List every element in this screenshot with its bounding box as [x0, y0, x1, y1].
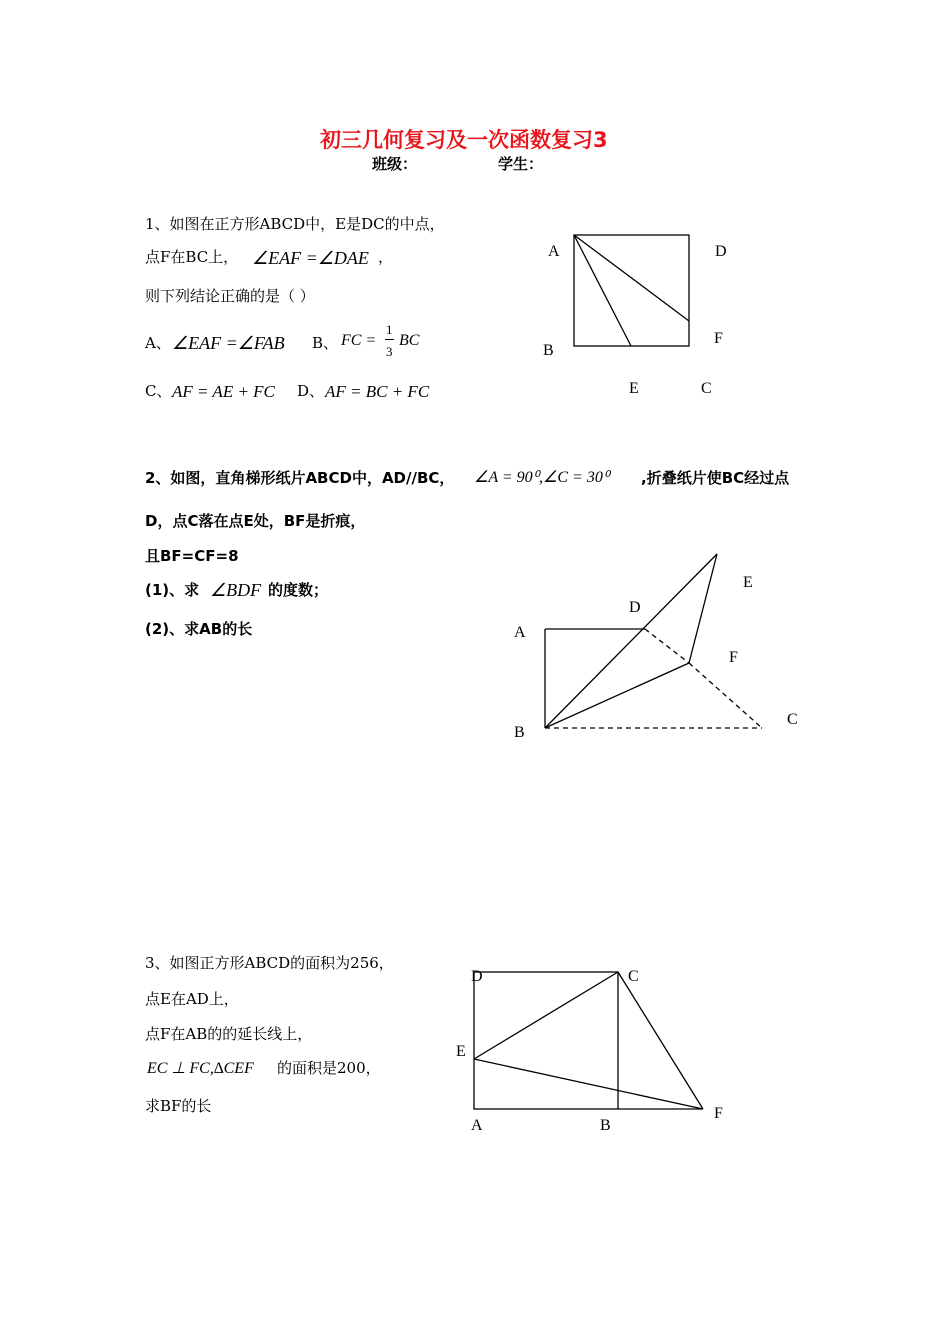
q2-line1-pre: 2、如图，直角梯形纸片ABCD中，AD//BC，: [145, 469, 455, 487]
q3-line5: 求BF的长: [145, 1097, 212, 1115]
q1-optB-den: 3: [386, 344, 393, 359]
q2-segment-bf: [545, 663, 689, 728]
q2-label-e: E: [743, 574, 753, 591]
q1-optC-math: AF = AE + FC: [172, 382, 275, 401]
q3-line4-post: 的面积是200，: [277, 1059, 381, 1077]
q1-line1: 1、如图在正方形ABCD中，E是DC的中点，: [145, 215, 445, 233]
q1-figure: [574, 235, 689, 346]
q1-optD-label: D、: [297, 382, 325, 400]
q2-figure: [545, 554, 762, 728]
q3-segment-ec: [474, 972, 618, 1059]
q3-line4-math: EC ⊥ FC,∆CEF: [147, 1060, 254, 1077]
q2-sub1-pre: (1)、求: [145, 581, 200, 599]
q2-sub1-math: ∠BDF: [210, 580, 262, 600]
q3-label-c: C: [628, 968, 639, 985]
q1-optA-label: A、: [145, 334, 171, 352]
q1-label-c: C: [701, 380, 712, 397]
q3-label-d: D: [471, 968, 483, 985]
q1-line2-post: ，: [378, 248, 394, 266]
q2-line2: D，点C落在点E处，BF是折痕，: [145, 512, 366, 530]
q1-square-abcd: [574, 235, 689, 346]
student-label: 学生：: [498, 155, 544, 173]
q3-figure: [474, 972, 703, 1109]
q1-label-a: A: [548, 243, 560, 260]
q3-line2: 点E在AD上，: [145, 990, 239, 1008]
q1-optB-lhs: FC =: [341, 332, 377, 349]
q3-label-f: F: [714, 1105, 723, 1122]
q1-optA-math: ∠EAF =∠FAB: [172, 333, 285, 353]
q2-line1-post: ,折叠纸片使BC经过点: [641, 469, 790, 487]
q3-label-b: B: [600, 1117, 611, 1134]
q3-segment-ef: [474, 1059, 703, 1109]
q2-sub1-post: 的度数；: [268, 581, 329, 599]
class-label: 班级：: [372, 155, 418, 173]
q1-segment-ae: [574, 235, 631, 346]
page-title: 初三几何复习及一次函数复习3: [320, 128, 608, 152]
q1-segment-af: [574, 235, 689, 321]
q1-line2-math: ∠EAF =∠DAE: [252, 248, 369, 268]
q1-label-f: F: [714, 330, 723, 347]
q2-sub2: (2)、求AB的长: [145, 620, 253, 638]
q1-label-d: D: [715, 243, 727, 260]
q1-line3: 则下列结论正确的是（ ）: [145, 287, 315, 305]
q1-label-b: B: [543, 342, 554, 359]
q2-label-d: D: [629, 599, 641, 616]
q2-label-a: A: [514, 624, 526, 641]
q1-optD-math: AF = BC + FC: [325, 382, 430, 401]
q1-optB-num: 1: [386, 322, 393, 337]
q2-segment-be: [545, 554, 717, 728]
q3-label-a: A: [471, 1117, 483, 1134]
q2-segment-df-dashed: [645, 629, 689, 663]
q2-segment-fc-dashed: [689, 663, 762, 728]
q2-label-b: B: [514, 724, 525, 741]
q3-square-abcd: [474, 972, 618, 1109]
q3-line3: 点F在AB的的延长线上，: [145, 1025, 313, 1043]
q1-optB-label: B、: [312, 334, 339, 352]
q2-segment-ef: [689, 554, 717, 663]
q2-line1-math: ∠A = 90⁰,∠C = 30⁰: [474, 469, 610, 486]
q3-line1: 3、如图正方形ABCD的面积为256，: [145, 954, 394, 972]
q3-label-e: E: [456, 1043, 466, 1060]
q1-line2-pre: 点F在BC上，: [145, 248, 239, 266]
q1-optC-label: C、: [145, 382, 172, 400]
q1-label-e: E: [629, 380, 639, 397]
q2-label-c: C: [787, 711, 798, 728]
q3-segment-cf: [618, 972, 703, 1109]
q1-optB-rhs: BC: [399, 332, 420, 349]
q2-line3: 且BF=CF=8: [145, 547, 239, 565]
q2-label-f: F: [729, 649, 738, 666]
